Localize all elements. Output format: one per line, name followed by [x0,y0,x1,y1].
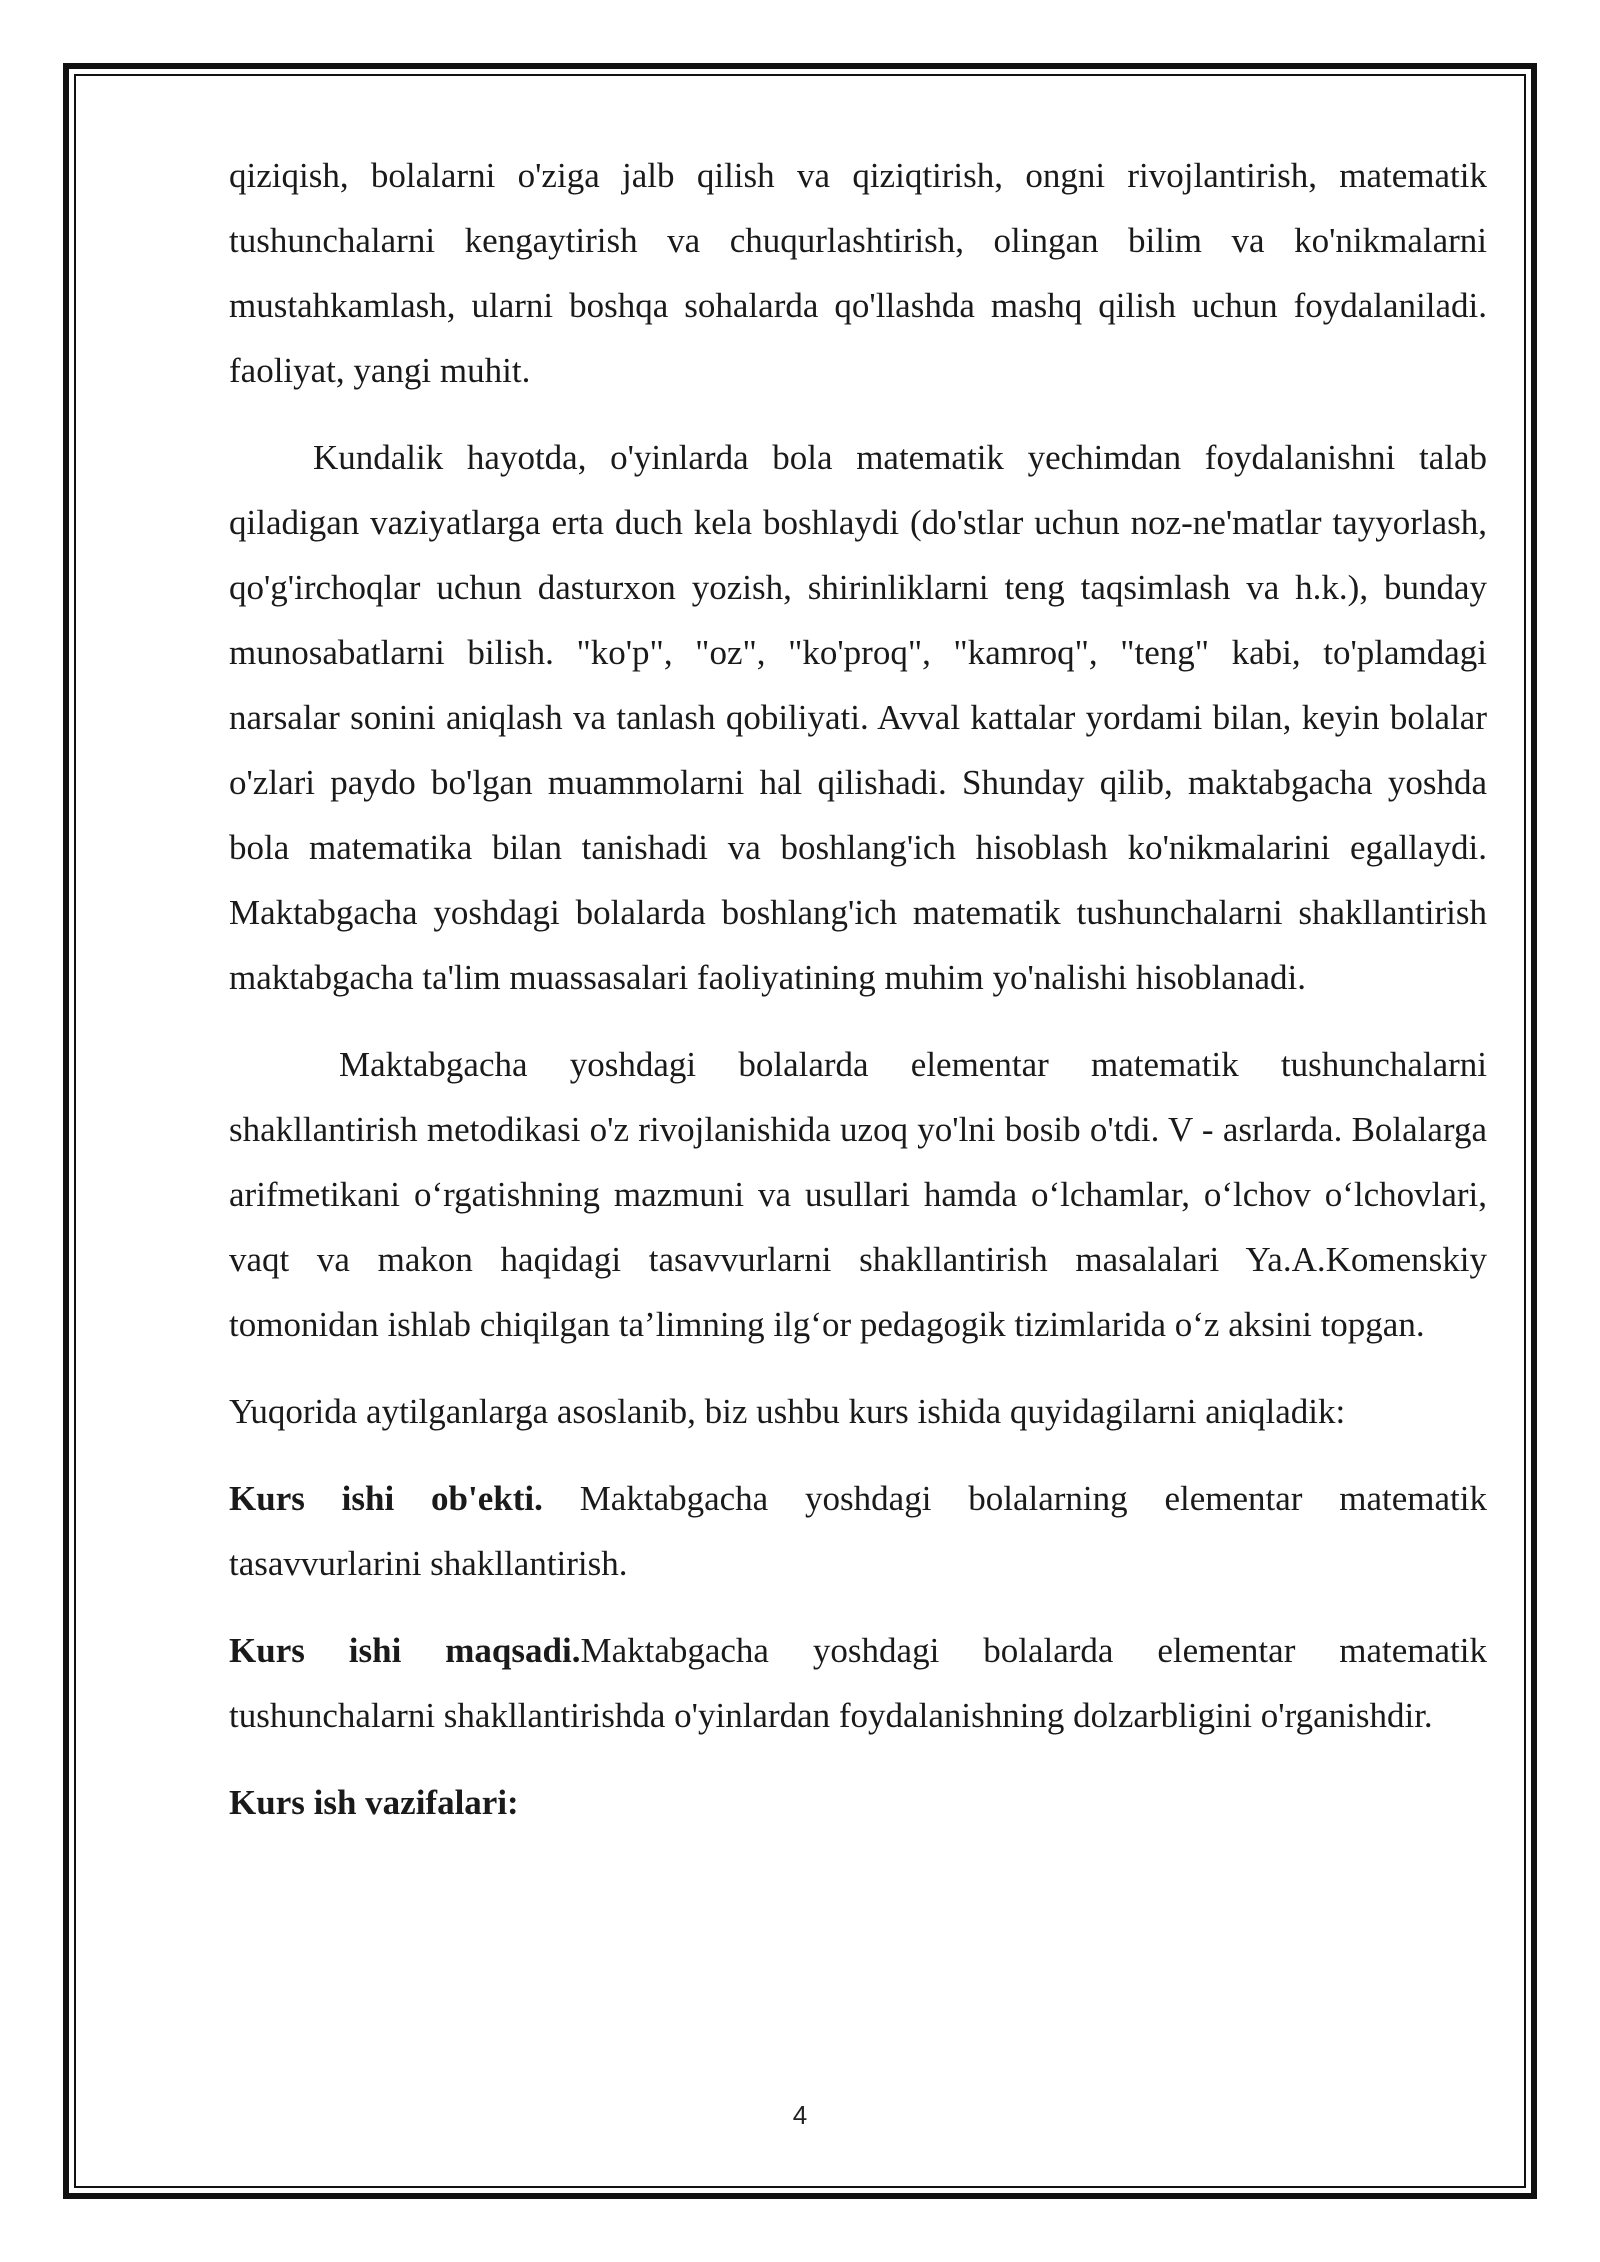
course-goal-text: Maktabgacha yoshdagi bolalarda elementar matematik tushunchalarni shakllantirishda o'yinlardan foydalanishning dolzarbligini o'rganishdir. [229,1631,1488,1735]
course-object-label: Kurs ishi ob'ekti. [229,1479,543,1518]
paragraph-3: Maktabgacha yoshdagi bolalarda elementar matematik tushunchalarni shakllantirish metodikasi o'z rivojlanishida uzoq yo'lni bosib o'tdi. V - asrlarda. Bolalarga arifmetikani o‘rgatishning mazmuni va usullari hamda o‘lchamlar, o‘lchov o‘lchovlari, vaqt va makon haqidagi tasavvurlarni shakllantirish masalalari Ya.A.Komenskiy tomonidan ishlab chiqilgan ta’limning ilg‘or pedagogik tizimlarida o‘z aksini topgan. [229,1045,1487,1344]
course-tasks-paragraph [229,1770,1487,1835]
course-object-paragraph [229,1466,1487,1596]
page-number: 4 [792,2100,808,2130]
course-goal-paragraph [229,1618,1487,1748]
document-body [229,143,1487,1835]
paragraph-4: Yuqorida aytilganlarga asoslanib, biz ushbu kurs ishida quyidagilarni aniqladik: [229,1392,1346,1431]
paragraph-2: Kundalik hayotda, o'yinlarda bola matematik yechimdan foydalanishni talab qiladigan vaziyatlarga erta duch kela boshlaydi (do'stlar uchun noz-ne'matlar tayyorlash, qo'g'irchoqlar uchun dasturxon yozish, shirinliklarni teng taqsimlash va h.k.), bunday munosabatlarni bilish. "ko'p", "oz", "ko'proq", "kamroq", "teng" kabi, to'plamdagi narsalar sonini aniqlash va tanlash qobiliyati. Avval kattalar yordami bilan, keyin bolalar o'zlari paydo bo'lgan muammolarni hal qilishadi. Shunday qilib, maktabgacha yoshda bola matematika bilan tanishadi va boshlang'ich hisoblash ko'nikmalarini egallaydi. Maktabgacha yoshdagi bolalarda boshlang'ich matematik tushunchalarni shakllantirish maktabgacha ta'lim muassasalari faoliyatining muhim yo'nalishi hisoblanadi. [229,438,1487,997]
course-goal-label: Kurs ishi maqsadi. [229,1631,581,1670]
paragraph-1: qiziqish, bolalarni o'ziga jalb qilish va qiziqtirish, ongni rivojlantirish, matematik tushunchalarni kengaytirish va chuqurlashtirish, olingan bilim va ko'nikmalarni mustahkamlash, ularni boshqa sohalarda qo'llashda mashq qilish uchun foydalaniladi. faoliyat, yangi muhit. [229,156,1487,390]
course-tasks-label: Kurs ish vazifalari: [229,1783,519,1822]
course-object-text: Maktabgacha yoshdagi bolalarning elementar matematik tasavvurlarini shakllantirish. [229,1479,1487,1583]
